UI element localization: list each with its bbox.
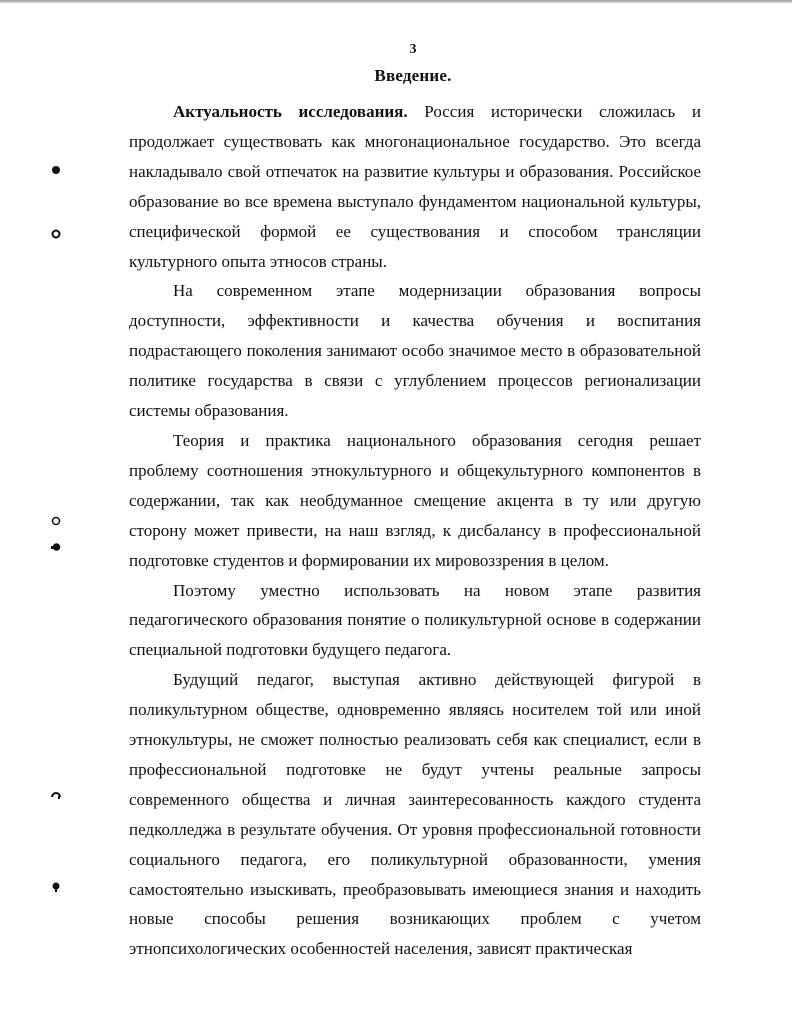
binding-hole-mark [50, 164, 62, 176]
paragraph-text: Россия исторически сложилась и продолжает существовать как многонациональное государство. Это всегда накладывало свой отпечаток на развитие культуры и образования. Российское образование во все времена выступало фундаментом национальной культуры, специфической формой ее существования и способом трансляции культурного опыта этносов страны. [129, 102, 701, 271]
paragraph-relevance [129, 97, 701, 276]
paragraph-theory: Теория и практика национального образования сегодня решает проблему соотношения этнокультурного и общекультурного компонентов в содержании, так как необдуманное смещение акцента в ту или другую сторону может привести, на наш взгляд, к дисбалансу в профессиональной подготовке студентов и формировании их мировоззрения в целом. [129, 430, 701, 570]
paragraph-modernization: На современном этапе модернизации образования вопросы доступности, эффективности и качества обучения и воспитания подрастающего поколения занимают особо значимое место в образовательной политике государства в связи с углублением процессов регионализации системы образования. [129, 281, 701, 421]
page-heading: Введение. [374, 66, 452, 85]
binding-hole-mark [50, 881, 62, 893]
binding-hole-mark [50, 515, 62, 527]
binding-hole-mark [50, 228, 62, 240]
scan-top-edge [0, 0, 792, 3]
paragraph-therefore: Поэтому уместно использовать на новом этапе развития педагогического образования понятие о поликультурной основе в содержании специальной подготовки будущего педагога. [129, 580, 701, 660]
body-text [129, 97, 701, 964]
paragraph-future-teacher: Будущий педагог, выступая активно действующей фигурой в поликультурном обществе, одновременно являясь носителем той или иной этнокультуры, не сможет полностью реализовать себя как специалист, если в профессиональной подготовке не будут учтены реальные запросы современного общества и личная заинтересованность каждого студента педколледжа в результате обучения. От уровня профессиональной готовности социального педагога, его поликультурной образованности, умения самостоятельно изыскивать, преобразовывать имеющиеся знания и находить новые способы решения возникающих проблем с учетом этнопсихологических особенностей населения, зависят практическая [129, 670, 701, 959]
paragraph-lead: Актуальность исследования. [173, 102, 408, 121]
binding-hole-mark [50, 789, 62, 801]
binding-hole-mark [50, 541, 62, 553]
page-number: 3 [409, 42, 417, 57]
